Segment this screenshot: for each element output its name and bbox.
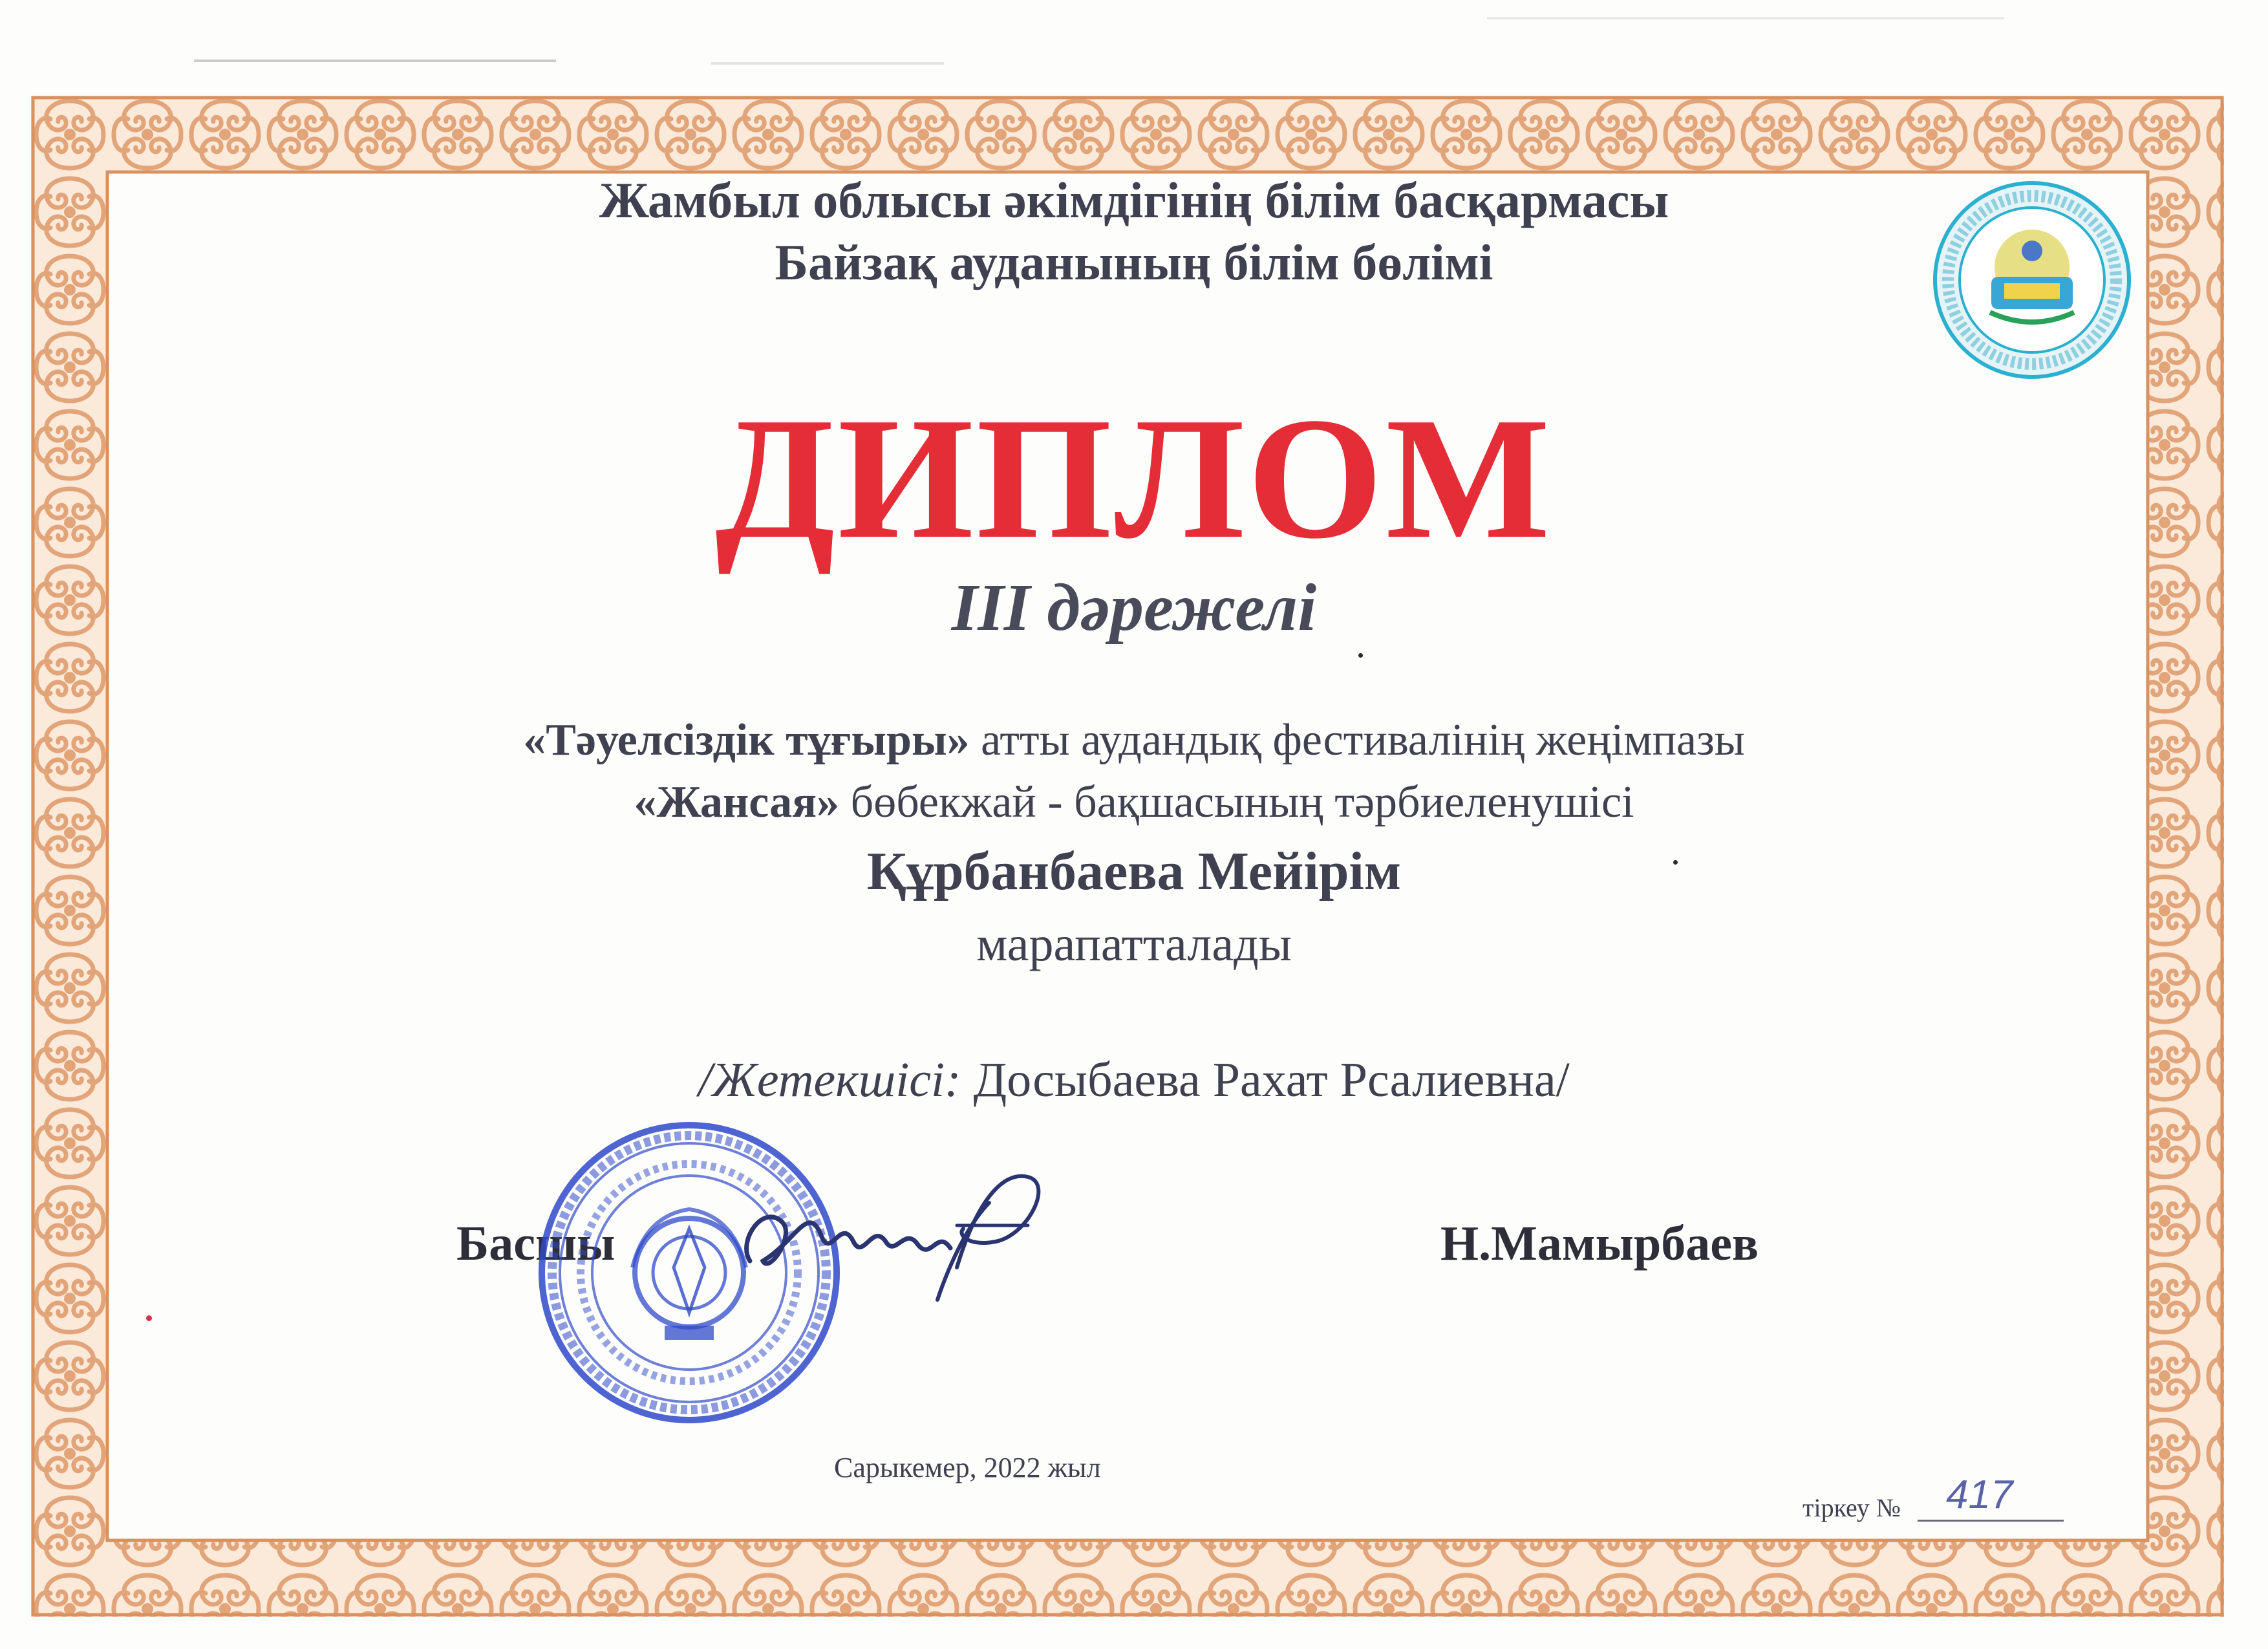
header-line-1: Жамбыл облысы әкімдігінің білім басқармасы <box>599 172 1669 228</box>
registration-label: тіркеу № <box>1803 1493 1901 1522</box>
awarded-text: марапатталады <box>976 917 1292 971</box>
handwritten-signature-icon <box>724 1164 1060 1306</box>
organization-line <box>0 773 2268 832</box>
header-line-2: Байзақ ауданының білім бөлімі <box>775 234 1493 290</box>
diploma-degree: ІІІ дәрежелі <box>951 570 1317 645</box>
organization-description: бөбекжай - бақшасының тәрбиеленушісі <box>839 777 1634 827</box>
recipient-name: Құрбанбаева Мейірім <box>866 841 1402 901</box>
mentor-line <box>0 1048 2268 1112</box>
event-line <box>0 711 2268 770</box>
registration-number: 417 <box>1946 1472 2013 1517</box>
diploma-title: ДИПЛОМ <box>715 382 1553 575</box>
signature-position: Басшы <box>456 1216 615 1271</box>
event-name: «Тәуелсіздік тұғыры» <box>523 715 970 765</box>
scan-mark <box>194 59 556 62</box>
place-date: Сарыкемер, 2022 жыл <box>834 1452 1101 1483</box>
organization-name: «Жансая» <box>634 777 840 827</box>
speck <box>1673 860 1678 865</box>
education-department-emblem-icon <box>1932 180 2132 380</box>
scan-mark <box>711 62 944 65</box>
speck <box>146 1315 152 1321</box>
mentor-label: /Жетекшісі: <box>698 1053 961 1107</box>
scan-mark <box>1487 17 2004 19</box>
speck <box>1358 653 1363 658</box>
signature-name: Н.Мамырбаев <box>1440 1216 1759 1271</box>
registration-underline <box>1918 1520 2064 1522</box>
mentor-name: Досыбаева Рахат Рсалиевна/ <box>961 1053 1570 1107</box>
event-description: атты аудандық фестивалінің жеңімпазы <box>969 715 1745 765</box>
